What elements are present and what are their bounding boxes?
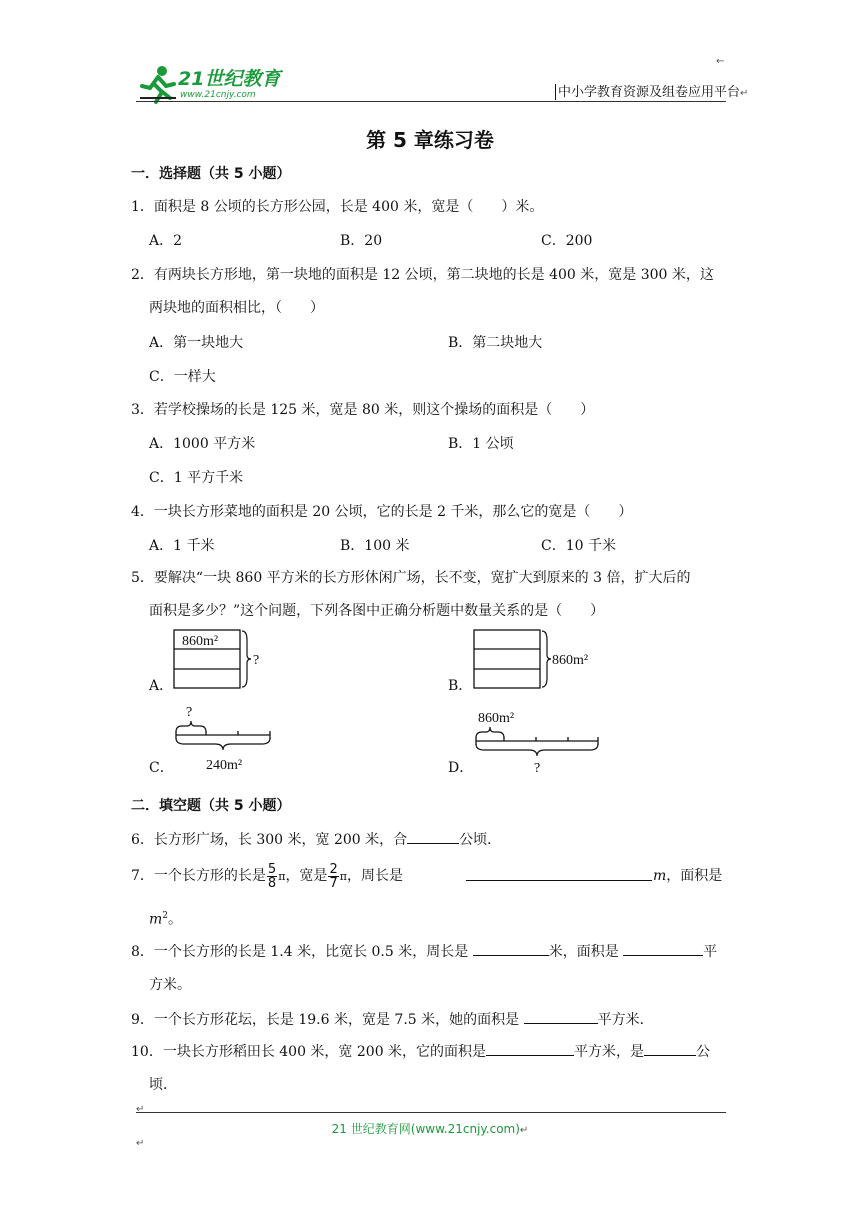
footer-para-mark-top: ↵ bbox=[136, 1104, 145, 1115]
diagram-d-question: ? bbox=[534, 761, 541, 776]
footer-para-mark-bottom: ↵ bbox=[136, 1138, 145, 1149]
footer-rule bbox=[136, 1112, 726, 1113]
diagram-c-total-label: 240m² bbox=[206, 758, 243, 773]
question-7-line2: $m^2$。 bbox=[149, 911, 183, 928]
diagram-b-area-label: 860m² bbox=[552, 653, 589, 668]
question-4-option-c: C．10 千米 bbox=[541, 538, 616, 554]
question-9: 9．一个长方形花坛，长是 19.6 米，宽是 7.5 米，她的面积是 平方米． bbox=[131, 1009, 654, 1030]
question-4-option-b: B．100 米 bbox=[340, 538, 410, 554]
question-5-option-c: C． bbox=[149, 760, 174, 776]
header-rule bbox=[136, 101, 726, 102]
question-10-area-blank[interactable] bbox=[486, 1041, 574, 1056]
diagram-a bbox=[170, 628, 270, 692]
platform-name: 中小学教育资源及组卷应用平台↵ bbox=[558, 85, 749, 100]
header-divider bbox=[555, 84, 556, 100]
diagram-c-top-brace bbox=[176, 721, 206, 732]
question-1-option-b: B．20 bbox=[340, 233, 383, 249]
question-2-option-c: C．一样大 bbox=[149, 369, 216, 385]
question-8-perimeter-blank[interactable] bbox=[473, 941, 549, 956]
question-1-option-c: C．200 bbox=[541, 233, 593, 249]
question-8-line1: 8．一个长方形的长是 1.4 米，比宽长 0.5 米，周长是 米，面积是 平 bbox=[131, 941, 717, 962]
page-title: 第 5 章练习卷 bbox=[366, 128, 494, 152]
question-7-line1: 7．一个长方形的长是 $\frac{5}{8}$ π，宽是 $\frac{2}{7}$ π，周长是 bbox=[131, 861, 403, 891]
diagram-c bbox=[170, 702, 280, 778]
question-6-blank[interactable] bbox=[407, 829, 459, 844]
question-6: 6．长方形广场，长 300 米，宽 200 米，合 公顷． bbox=[131, 829, 501, 850]
diagram-d-top-brace bbox=[476, 727, 504, 738]
diagram-a-area-label: 860m² bbox=[182, 634, 219, 649]
question-10-line2: 顷． bbox=[149, 1077, 177, 1093]
logo-subtext: www.21cnjy.com bbox=[180, 90, 256, 100]
diagram-a-question: ? bbox=[253, 653, 260, 668]
fraction-2-7: $\frac{2}{7}$ bbox=[329, 861, 338, 891]
diagram-c-question: ? bbox=[186, 705, 193, 720]
question-7-tail: m，面积是 bbox=[653, 868, 723, 884]
diagram-b-brace bbox=[542, 631, 551, 687]
question-5-option-b: B． bbox=[448, 678, 473, 694]
question-1-stem: 1．面积是 8 公顷的长方形公园，长是 400 米，宽是（ ）米。 bbox=[131, 199, 544, 215]
question-1-option-a: A．2 bbox=[149, 233, 183, 249]
question-7-perimeter-blank[interactable] bbox=[466, 880, 652, 881]
question-5-option-d: D． bbox=[448, 760, 474, 776]
diagram-c-bottom-brace bbox=[176, 738, 270, 750]
diagram-b bbox=[470, 628, 600, 692]
question-3-option-a: A．1000 平方米 bbox=[149, 436, 256, 452]
question-4-stem: 4．一块长方形菜地的面积是 20 公顷，它的长是 2 千米，那么它的宽是（ ） bbox=[131, 504, 633, 520]
question-5-stem-line1: 5．要解决“一块 860 平方米的长方形休闲广场，长不变，宽扩大到原来的 3 倍，扩大后的 bbox=[131, 570, 691, 586]
question-2-option-a: A．第一块地大 bbox=[149, 335, 244, 351]
question-3-option-c: C．1 平方千米 bbox=[149, 470, 244, 486]
question-2-stem-line1: 2．有两块长方形地，第一块地的面积是 12 公顷，第二块地的长是 400 米，宽是 300 米，这 bbox=[131, 267, 714, 283]
diagram-d bbox=[470, 702, 606, 778]
question-10-line1: 10．一块长方形稻田长 400 米，宽 200 米，它的面积是 平方米，是 公 bbox=[131, 1041, 710, 1062]
question-2-stem-line2: 两块地的面积相比，（ ） bbox=[149, 300, 324, 316]
footer-text: 21 世纪教育网(www.21cnjy.com)↵ bbox=[331, 1122, 529, 1136]
section-heading-fill: 二．填空题（共 5 小题） bbox=[131, 798, 291, 814]
question-4-option-a: A．1 千米 bbox=[149, 538, 215, 554]
question-8-line2: 方米。 bbox=[149, 977, 191, 993]
question-3-option-b: B．1 公顷 bbox=[448, 436, 514, 452]
question-5-stem-line2: 面积是多少？”这个问题，下列各图中正确分析题中数量关系的是（ ） bbox=[149, 603, 605, 619]
question-3-stem: 3．若学校操场的长是 125 米，宽是 80 米，则这个操场的面积是（ ） bbox=[131, 402, 595, 418]
top-mark: ← bbox=[716, 56, 725, 67]
question-9-blank[interactable] bbox=[524, 1009, 598, 1024]
question-8-area-blank[interactable] bbox=[623, 941, 703, 956]
logo bbox=[136, 62, 286, 106]
question-10-hectare-blank[interactable] bbox=[644, 1041, 696, 1056]
question-2-option-b: B．第二块地大 bbox=[448, 335, 543, 351]
question-5-option-a: A． bbox=[149, 678, 174, 694]
section-heading-choice: 一．选择题（共 5 小题） bbox=[131, 166, 291, 182]
diagram-d-bottom-brace bbox=[476, 744, 598, 756]
fraction-5-8: $\frac{5}{8}$ bbox=[267, 861, 277, 891]
logo-text: 21世纪教育 bbox=[178, 68, 281, 90]
diagram-a-brace bbox=[242, 631, 251, 687]
diagram-d-area-label: 860m² bbox=[478, 711, 515, 726]
